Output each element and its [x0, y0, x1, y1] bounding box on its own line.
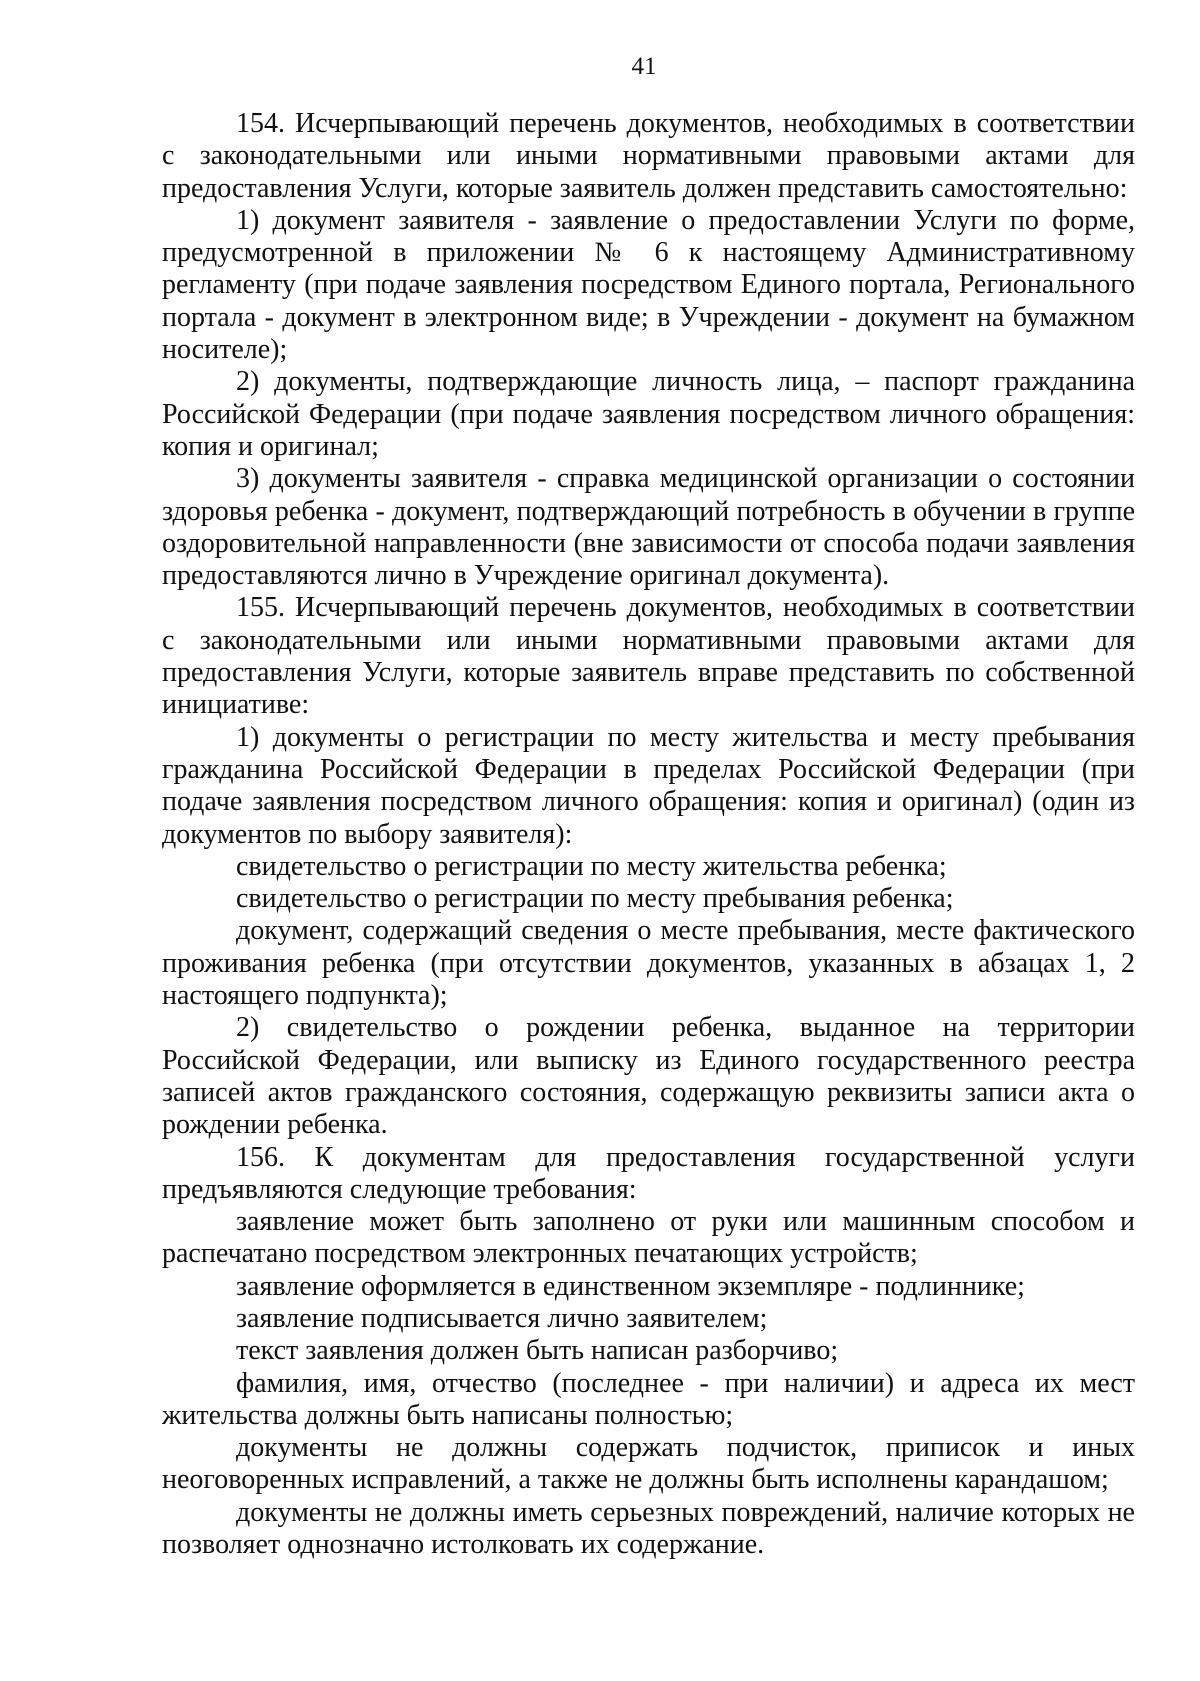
- paragraph-155-item-2: 2) свидетельство о рождении ребенка, выданное на территории Российской Федерации, или выписку из Единого государственного реестра записей актов гражданского состояния, содержащую реквизиты записи акта о рождении ребенка.: [162, 1012, 1135, 1141]
- paragraph-156-req-7: документы не должны иметь серьезных повреждений, наличие которых не позволяет однозначно истолковать их содержание.: [162, 1496, 1135, 1561]
- paragraph-154-intro: 154. Исчерпывающий перечень документов, необходимых в соответствии с законодательными или иными нормативными правовыми актами для предоставления Услуги, которые заявитель должен представить самостоятельно:: [162, 108, 1135, 204]
- paragraph-155-item-1-b: свидетельство о регистрации по месту пребывания ребенка;: [236, 883, 954, 915]
- page-number: 41: [631, 53, 657, 80]
- paragraph-156-req-2: заявление оформляется в единственном экземпляре - подлиннике;: [236, 1270, 1025, 1302]
- paragraph-154-item-2: 2) документы, подтверждающие личность лица, – паспорт гражданина Российской Федерации (при подаче заявления посредством личного обращения: копия и оригинал;: [162, 366, 1135, 462]
- document-body: [162, 108, 1135, 1561]
- paragraph-155-item-1-a: свидетельство о регистрации по месту жительства ребенка;: [236, 850, 947, 882]
- paragraph-154-item-1: 1) документ заявителя - заявление о предоставлении Услуги по форме, предусмотренной в приложении № 6 к настоящему Административному регламенту (при подаче заявления посредством Единого портала, Регионального портала - документ в электронном виде; в Учреждении - документ на бумажном носителе);: [162, 204, 1135, 366]
- paragraph-156-intro: 156. К документам для предоставления государственной услуги предъявляются следующие требования:: [162, 1141, 1135, 1205]
- paragraph-156-req-6: документы не должны содержать подчисток, приписок и иных неоговоренных исправлений, а также не должны быть исполнены карандашом;: [162, 1432, 1135, 1496]
- paragraph-155-item-1-c: документ, содержащий сведения о месте пребывания, месте фактического проживания ребенка (при отсутствии документов, указанных в абзацах 1, 2 настоящего подпункта);: [162, 915, 1135, 1012]
- paragraph-156-req-4: текст заявления должен быть написан разборчиво;: [236, 1335, 839, 1367]
- paragraph-156-req-5: фамилия, имя, отчество (последнее - при наличии) и адреса их мест жительства должны быть написаны полностью;: [162, 1367, 1135, 1431]
- paragraph-155-intro: 155. Исчерпывающий перечень документов, необходимых в соответствии с законодательными или иными нормативными правовыми актами для предоставления Услуги, которые заявитель вправе представить по собственной инициативе:: [162, 592, 1135, 721]
- paragraph-156-req-3: заявление подписывается лично заявителем;: [236, 1302, 768, 1334]
- paragraph-155-item-1: 1) документы о регистрации по месту жительства и месту пребывания гражданина Российской Федерации в пределах Российской Федерации (при подаче заявления посредством личного обращения: копия и оригинал) (один из документов по выбору заявителя):: [162, 721, 1135, 850]
- paragraph-154-item-3: 3) документы заявителя - справка медицинской организации о состоянии здоровья ребенка - документ, подтверждающий потребность в обучении в группе оздоровительной направленности (вне зависимости от способа подачи заявления предоставляются лично в Учреждение оригинал документа).: [162, 463, 1135, 592]
- paragraph-156-req-1: заявление может быть заполнено от руки или машинным способом и распечатано посредством электронных печатающих устройств;: [162, 1206, 1135, 1270]
